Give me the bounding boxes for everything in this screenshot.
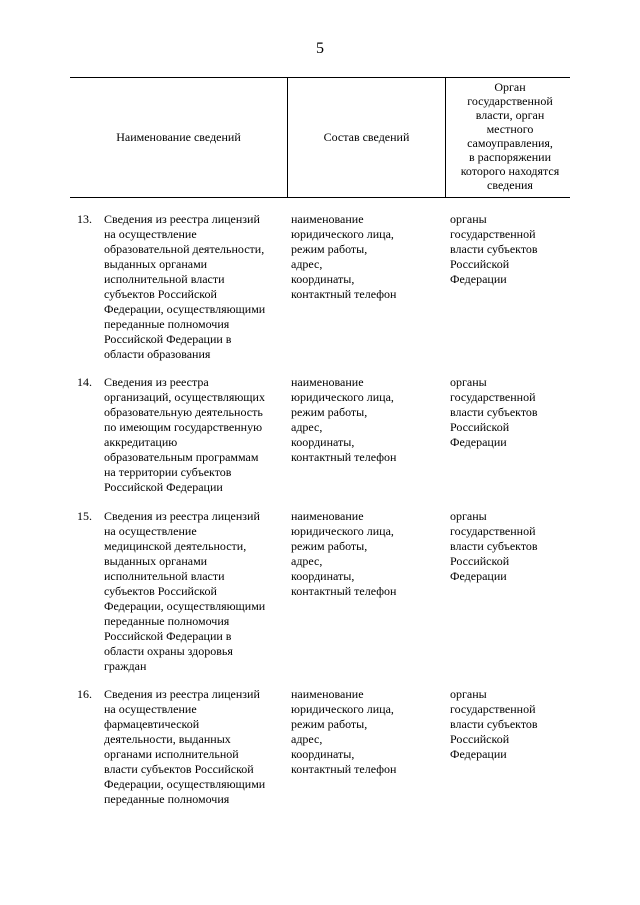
- header-top-rule: [70, 77, 570, 78]
- row-number: 16.: [77, 687, 92, 701]
- row-content: наименование юридического лица, режим работы, адрес, координаты, контактный телефон: [291, 509, 397, 598]
- page-number: 5: [316, 40, 324, 57]
- row-number: 15.: [77, 509, 92, 523]
- row-content: наименование юридического лица, режим работы, адрес, координаты, контактный телефон: [291, 212, 397, 301]
- row-number: 14.: [77, 375, 92, 389]
- header-divider-2: [445, 77, 446, 197]
- header-content: Состав сведений: [323, 130, 410, 144]
- row-organ: органы государственной власти субъектов Российской Федерации: [450, 212, 538, 286]
- header-organ: Орган государственной власти, орган местного самоуправления, в распоряжении которого находятся сведения: [460, 80, 560, 192]
- row-organ: органы государственной власти субъектов Российской Федерации: [450, 509, 538, 583]
- row-content: наименование юридического лица, режим работы, адрес, координаты, контактный телефон: [291, 687, 397, 776]
- row-name: Сведения из реестра лицензий на осуществление медицинской деятельности, выданных органами исполнительной власти субъектов Российской Федерации, осуществляющими переданные полномочия Российской Федерации в области охраны здоровья граждан: [104, 509, 266, 673]
- header-bottom-rule: [70, 197, 570, 198]
- header-name: Наименование сведений: [116, 130, 241, 144]
- row-organ: органы государственной власти субъектов Российской Федерации: [450, 375, 538, 449]
- row-name: Сведения из реестра лицензий на осуществление фармацевтической деятельности, выданных органами исполнительной власти субъектов Российской Федерации, осуществляющими переданные полномочия: [104, 687, 266, 806]
- row-content: наименование юридического лица, режим работы, адрес, координаты, контактный телефон: [291, 375, 397, 464]
- row-name: Сведения из реестра организаций, осуществляющих образовательную деятельность по имеющим государственную аккредитацию образовательным программам на территории субъектов Российской Федерации: [104, 375, 265, 494]
- row-name: Сведения из реестра лицензий на осуществление образовательной деятельности, выданных органами исполнительной власти субъектов Российской Федерации, осуществляющими переданные полномочия Российской Федерации в области образования: [104, 212, 266, 361]
- row-number: 13.: [77, 212, 92, 226]
- row-organ: органы государственной власти субъектов Российской Федерации: [450, 687, 538, 761]
